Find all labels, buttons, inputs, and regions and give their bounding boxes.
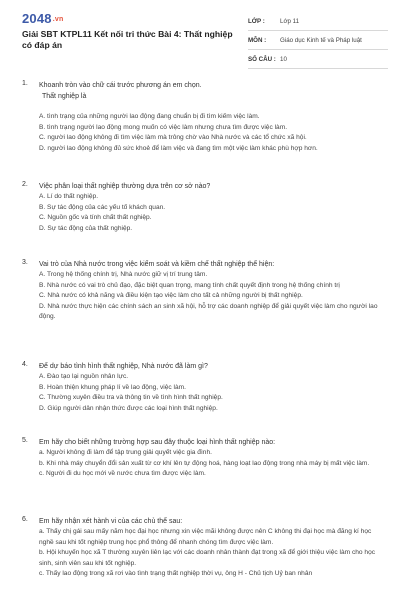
answer-option[interactable]: b. Khi nhà máy chuyển đổi sản xuất từ cơ khí lên tự động hoá, hàng loạt lao động trong nhà máy bị mất việc làm. xyxy=(39,459,370,467)
question-prompt: Việc phân loại thất nghiệp thường dựa trên cơ sở nào? xyxy=(39,183,211,190)
question-prompt: Khoanh tròn vào chữ cái trước phương án em chọn. xyxy=(39,82,202,89)
question-text xyxy=(39,361,384,372)
logo-text: 2048 xyxy=(22,11,52,26)
question-prompt: Vai trò của Nhà nước trong việc kiểm soát và kiềm chế thất nghiệp thể hiện: xyxy=(39,261,275,268)
answer-option[interactable]: C. Thường xuyên điều tra và thông tin về tình hình thất nghiệp. xyxy=(39,394,223,401)
answer-option[interactable]: B. Nhà nước có vai trò chủ đạo, đặc biệt quan trọng, mang tính chất quyết định trong hệ thống chính trị xyxy=(39,281,340,289)
answer-option[interactable]: B. Sự tác động của các yếu tố khách quan. xyxy=(39,203,166,211)
meta-key: LỚP : xyxy=(248,17,265,25)
site-logo[interactable] xyxy=(22,11,63,26)
answer-option[interactable]: C. Nguồn gốc và tính chất thất nghiệp. xyxy=(39,214,152,221)
answer-option[interactable]: D. Giúp người dân nhận thức được các loại hình thất nghiệp. xyxy=(39,404,218,412)
question-number: 3. xyxy=(22,259,28,266)
question-number: 2. xyxy=(22,181,28,188)
meta-row-class xyxy=(248,12,388,31)
answer-option[interactable]: A. tình trạng của những người lao động đang chuẩn bị đi tìm kiếm việc làm. xyxy=(39,113,260,120)
answer-option[interactable]: C. Nhà nước có khả năng và điều kiện tạo việc làm cho tất cả những người bị thất nghiệp. xyxy=(39,292,303,299)
answer-option[interactable]: B. Hoàn thiện khung pháp lí về lao động, việc làm. xyxy=(39,383,186,391)
question-text xyxy=(39,437,384,448)
question-text xyxy=(39,181,384,192)
answer-options xyxy=(39,270,384,323)
answer-options xyxy=(39,112,384,154)
answer-options xyxy=(39,372,384,414)
answer-options xyxy=(39,192,384,234)
meta-key: SỐ CÂU : xyxy=(248,55,276,63)
meta-value: Lớp 11 xyxy=(280,17,300,25)
answer-option[interactable]: D. người lao động không đủ sức khoẻ để làm việc và đang tìm một việc làm khác phù hợp hơn. xyxy=(39,144,318,152)
answer-option[interactable]: b. Hội khuyến học xã T thường xuyên liên lạc với các doanh nhân thành đạt trong xã để giới thiệu việc làm cho học sinh, sinh viên sau khi tốt nghiệp. xyxy=(39,549,376,567)
meta-row-subject xyxy=(248,31,388,50)
document-title: Giải SBT KTPL11 Kết nối tri thức Bài 4: Thất nghiệp có đáp án xyxy=(22,29,233,50)
answer-option[interactable]: C. người lao động không đi tìm việc làm mà trông chờ vào Nhà nước và các tổ chức xã hội. xyxy=(39,134,307,141)
answer-option[interactable]: A. Đào tạo lại nguồn nhân lực. xyxy=(39,373,129,380)
meta-value: Giáo dục Kinh tế và Pháp luật xyxy=(280,36,362,44)
question-number: 5. xyxy=(22,437,28,444)
answer-option[interactable]: D. Sự tác động của thất nghiệp. xyxy=(39,224,133,232)
answer-options xyxy=(39,448,384,480)
question-prompt: Em hãy cho biết những trường hợp sau đây thuộc loại hình thất nghiệp nào: xyxy=(39,439,276,446)
page-header xyxy=(0,0,400,68)
question-subprompt: Thất nghiệp là xyxy=(42,93,87,100)
question-text xyxy=(39,259,384,270)
document-meta-table xyxy=(248,12,388,69)
question-number: 6. xyxy=(22,516,28,523)
answer-options xyxy=(39,527,384,580)
meta-value: 10 xyxy=(280,55,287,63)
question-number: 4. xyxy=(22,361,28,368)
answer-option[interactable]: c. Thấy lao động trong xã rơi vào tình trạng thất nghiệp thời vụ, ông H - Chủ tịch Uỷ ban nhân xyxy=(39,570,313,577)
question-prompt: Để dự báo tình hình thất nghiệp, Nhà nước đã làm gì? xyxy=(39,363,208,370)
answer-option[interactable]: c. Người đi du học mới về nước chưa tìm được việc làm. xyxy=(39,470,206,477)
answer-option[interactable]: A. Lí do thất nghiệp. xyxy=(39,193,99,200)
answer-option[interactable]: A. Trong hệ thống chính trị, Nhà nước giữ vị trí trung tâm. xyxy=(39,271,208,278)
question-text xyxy=(39,80,384,102)
question-number: 1. xyxy=(22,80,28,87)
answer-option[interactable]: a. Người không đi làm để tập trung giải quyết việc gia đình. xyxy=(39,449,212,456)
answer-option[interactable]: B. tình trạng người lao động mong muốn có việc làm nhưng chưa tìm được việc làm. xyxy=(39,123,288,131)
meta-row-question-count xyxy=(248,50,388,69)
answer-option[interactable]: D. Nhà nước thực hiện các chính sách an sinh xã hội, hỗ trợ các doanh nghiệp để giải quyết việc làm cho người lao động. xyxy=(39,302,378,320)
answer-option[interactable]: a. Thấy chị gái sau mấy năm học đại học nhưng xin việc mãi không được nên C không thi đại học mà đăng kí học nghề sau khi tốt nghiệp trung học phổ thông để nhanh chóng tìm được việc làm. xyxy=(39,528,372,546)
meta-key: MÔN : xyxy=(248,36,267,44)
logo-suffix: .vn xyxy=(52,16,64,23)
question-text xyxy=(39,516,384,527)
question-prompt: Em hãy nhận xét hành vi của các chủ thể sau: xyxy=(39,518,183,525)
